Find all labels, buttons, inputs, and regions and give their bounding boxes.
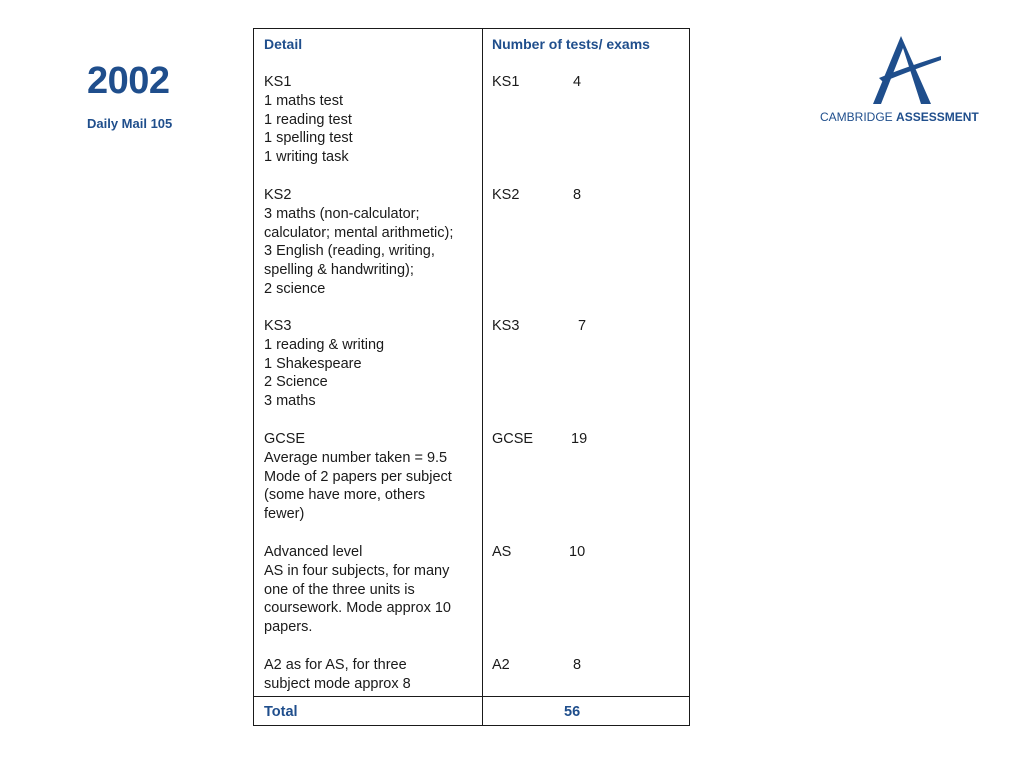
- detail-line: Average number taken = 9.5: [264, 449, 448, 466]
- table-row-detail: [264, 656, 476, 694]
- detail-line: 3 maths (non-calculator;: [264, 205, 420, 222]
- detail-line: calculator; mental arithmetic);: [264, 224, 454, 241]
- detail-line: 2 Science: [264, 374, 328, 391]
- total-row-divider: [254, 696, 689, 697]
- table-row-detail: [264, 73, 476, 167]
- total-value: 56: [564, 704, 581, 720]
- count-value: 10: [569, 544, 586, 560]
- table-row-detail: [264, 317, 476, 411]
- detail-line: KS1: [264, 74, 292, 90]
- detail-line: KS3: [264, 318, 292, 334]
- level-label: KS1: [492, 74, 520, 90]
- detail-line: one of the three units is: [264, 581, 415, 598]
- detail-line: 3 maths: [264, 393, 316, 410]
- detail-line: subject mode approx 8: [264, 675, 411, 692]
- count-value: 8: [573, 187, 582, 203]
- detail-line: (some have more, others: [264, 487, 426, 504]
- detail-line: 2 science: [264, 280, 326, 297]
- level-label: A2: [492, 657, 510, 673]
- detail-line: 1 writing task: [264, 149, 349, 166]
- detail-line: 3 English (reading, writing,: [264, 243, 435, 260]
- detail-line: papers.: [264, 619, 313, 636]
- detail-line: fewer): [264, 506, 305, 523]
- detail-line: spelling & handwriting);: [264, 262, 414, 279]
- detail-line: A2 as for AS, for three: [264, 657, 407, 673]
- detail-line: 1 Shakespeare: [264, 355, 362, 372]
- header-count: Number of tests/ exams: [492, 36, 650, 52]
- detail-line: GCSE: [264, 431, 306, 447]
- count-value: 8: [573, 657, 582, 673]
- count-value: 7: [578, 318, 587, 334]
- logo-text-bold: ASSESSMENT: [896, 110, 979, 124]
- detail-line: KS2: [264, 187, 292, 203]
- table-row-detail: [264, 186, 476, 299]
- source-caption: Daily Mail 105: [87, 116, 173, 131]
- detail-line: Advanced level: [264, 544, 363, 560]
- detail-line: 1 reading test: [264, 111, 352, 128]
- count-value: 19: [571, 431, 588, 447]
- level-label: AS: [492, 544, 512, 560]
- column-divider: [482, 29, 483, 725]
- tests-table: [253, 28, 690, 726]
- level-label: KS3: [492, 318, 520, 334]
- logo-wordmark: [820, 110, 979, 124]
- detail-line: 1 reading & writing: [264, 336, 385, 353]
- header-detail: Detail: [264, 36, 303, 52]
- detail-line: coursework. Mode approx 10: [264, 600, 451, 617]
- cambridge-assessment-logo: [818, 34, 986, 130]
- cambridge-a-logo-icon: [863, 34, 943, 106]
- level-label: GCSE: [492, 431, 534, 447]
- level-label: KS2: [492, 187, 520, 203]
- detail-line: 1 maths test: [264, 92, 343, 109]
- detail-line: Mode of 2 papers per subject: [264, 468, 452, 485]
- total-label: Total: [264, 704, 298, 720]
- detail-line: 1 spelling test: [264, 130, 353, 147]
- table-row-detail: [264, 543, 476, 637]
- logo-text-light: CAMBRIDGE: [820, 110, 893, 124]
- count-value: 4: [573, 74, 582, 90]
- page-title-year: 2002: [87, 60, 170, 102]
- table-row-detail: [264, 430, 476, 524]
- detail-line: AS in four subjects, for many: [264, 562, 450, 579]
